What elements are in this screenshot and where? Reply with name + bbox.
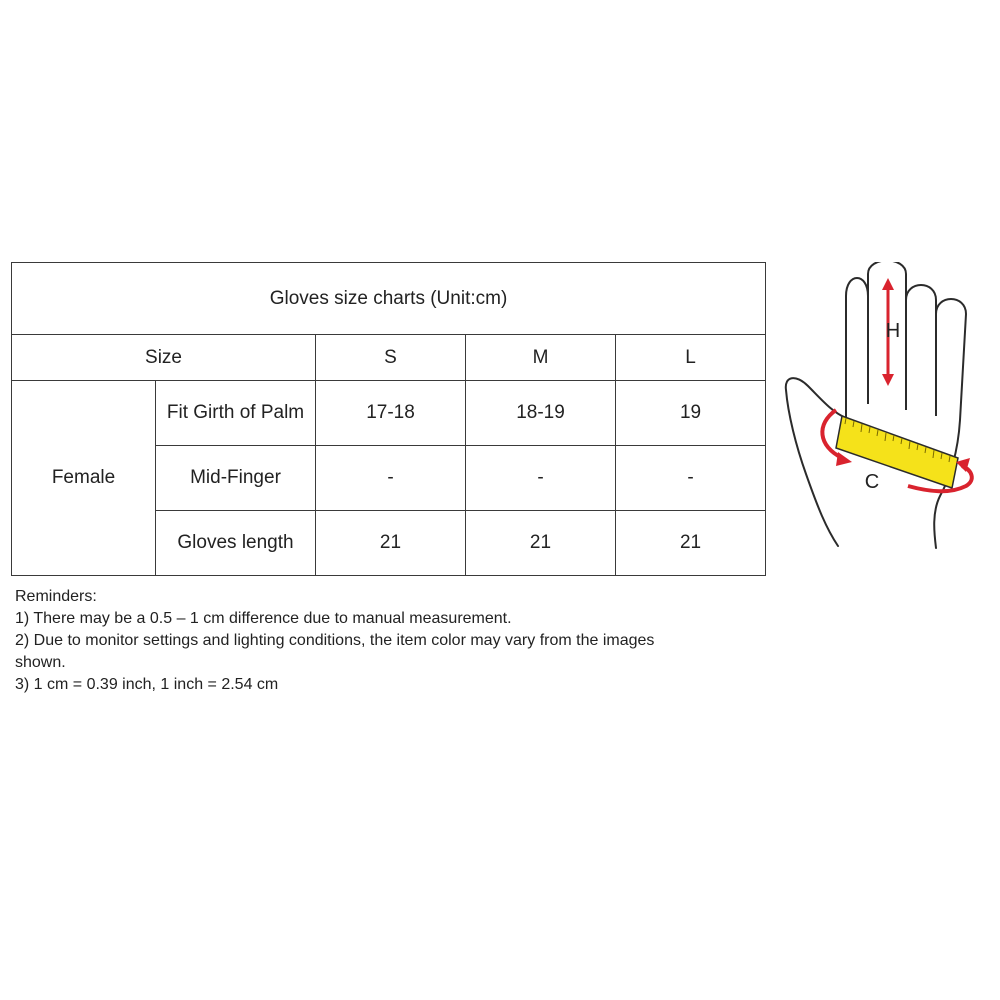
reminders	[15, 586, 735, 696]
table-title: Gloves size charts (Unit:cm)	[12, 263, 766, 335]
table-cell: 21	[616, 511, 766, 576]
circumference-label: C	[864, 471, 880, 493]
table-cell: 21	[316, 511, 466, 576]
size-s-header: S	[316, 335, 466, 381]
size-m-header: M	[466, 335, 616, 381]
group-label: Female	[12, 381, 156, 576]
size-l-header: L	[616, 335, 766, 381]
table-row	[12, 381, 766, 446]
table-cell: -	[616, 446, 766, 511]
height-label: H	[885, 320, 901, 342]
reminder-item: 3) 1 cm = 0.39 inch, 1 inch = 2.54 cm	[15, 676, 279, 693]
row-label: Fit Girth of Palm	[156, 381, 316, 446]
table-cell: 19	[616, 381, 766, 446]
table-cell: -	[316, 446, 466, 511]
reminders-heading: Reminders:	[15, 588, 97, 605]
reminder-item: 2) Due to monitor settings and lighting conditions, the item color may vary from the images	[15, 632, 655, 649]
hand-outline	[786, 262, 966, 548]
hand-measurement-diagram	[780, 262, 985, 557]
measuring-tape-icon	[836, 416, 958, 488]
table-cell: -	[466, 446, 616, 511]
size-header: Size	[12, 335, 316, 381]
table-cell: 21	[466, 511, 616, 576]
reminder-item: shown.	[15, 654, 66, 671]
size-chart-table	[11, 262, 766, 576]
row-label: Mid-Finger	[156, 446, 316, 511]
row-label: Gloves length	[156, 511, 316, 576]
table-cell: 17-18	[316, 381, 466, 446]
table-cell: 18-19	[466, 381, 616, 446]
reminder-item: 1) There may be a 0.5 – 1 cm difference due to manual measurement.	[15, 610, 512, 627]
